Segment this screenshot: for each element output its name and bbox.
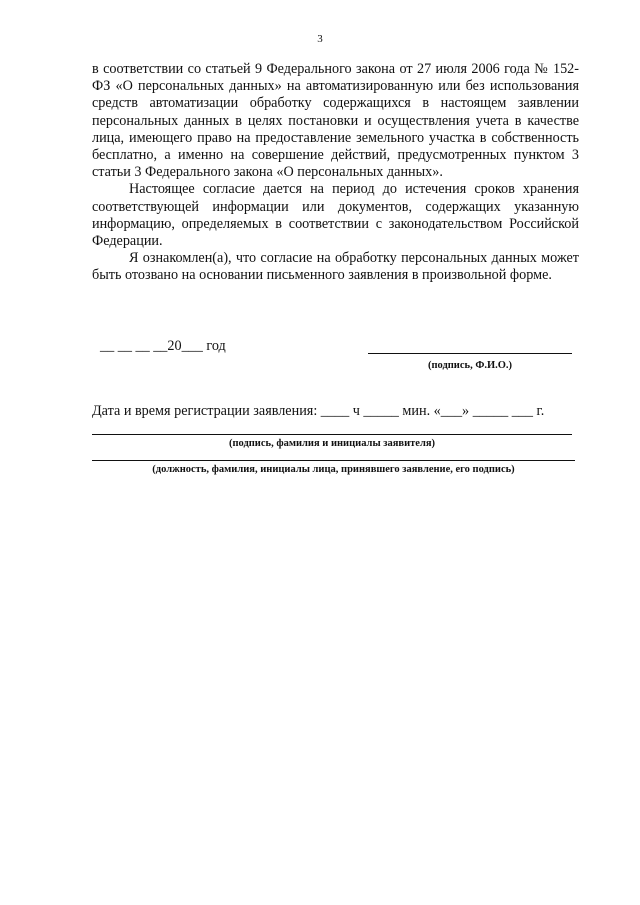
applicant-signature-line [92,434,572,435]
signature-line [368,353,572,354]
official-signature-caption: (должность, фамилия, инициалы лица, принявшего заявление, его подпись) [152,464,515,475]
paragraph-consent-period: Настоящее согласие дается на период до истечения сроков хранения соответствующей информации или документов, содержащих указанную информацию, определяемых в соответствии с законодательством Российской Федерации. [92,181,579,250]
date-line: __ __ __ __20___ год [100,338,226,354]
registration-datetime-line: Дата и время регистрации заявления: ____ ч _____ мин. «___» _____ ___ г. [92,403,545,419]
page-number: 3 [317,33,323,45]
paragraph-legal-basis: в соответствии со статьей 9 Федерального закона от 27 июля 2006 года № 152-ФЗ «О персональных данных» на автоматизированную или без использования средств автоматизации обработку содержащихся в настоящем заявлении персональных данных в целях постановки и осуществления учета в качестве лица, имеющего право на предоставление земельного участка в собственность бесплатно, а именно на совершение действий, предусмотренных пунктом 3 статьи 3 Федерального закона «О персональных данных». [92,61,579,181]
official-signature-line [92,460,575,461]
paragraph-revocation: Я ознакомлен(а), что согласие на обработку персональных данных может быть отозвано на основании письменного заявления в произвольной форме. [92,250,579,284]
applicant-signature-caption: (подпись, фамилия и инициалы заявителя) [228,438,436,449]
signature-caption: (подпись, Ф.И.О.) [427,360,513,371]
consent-text [92,61,579,285]
